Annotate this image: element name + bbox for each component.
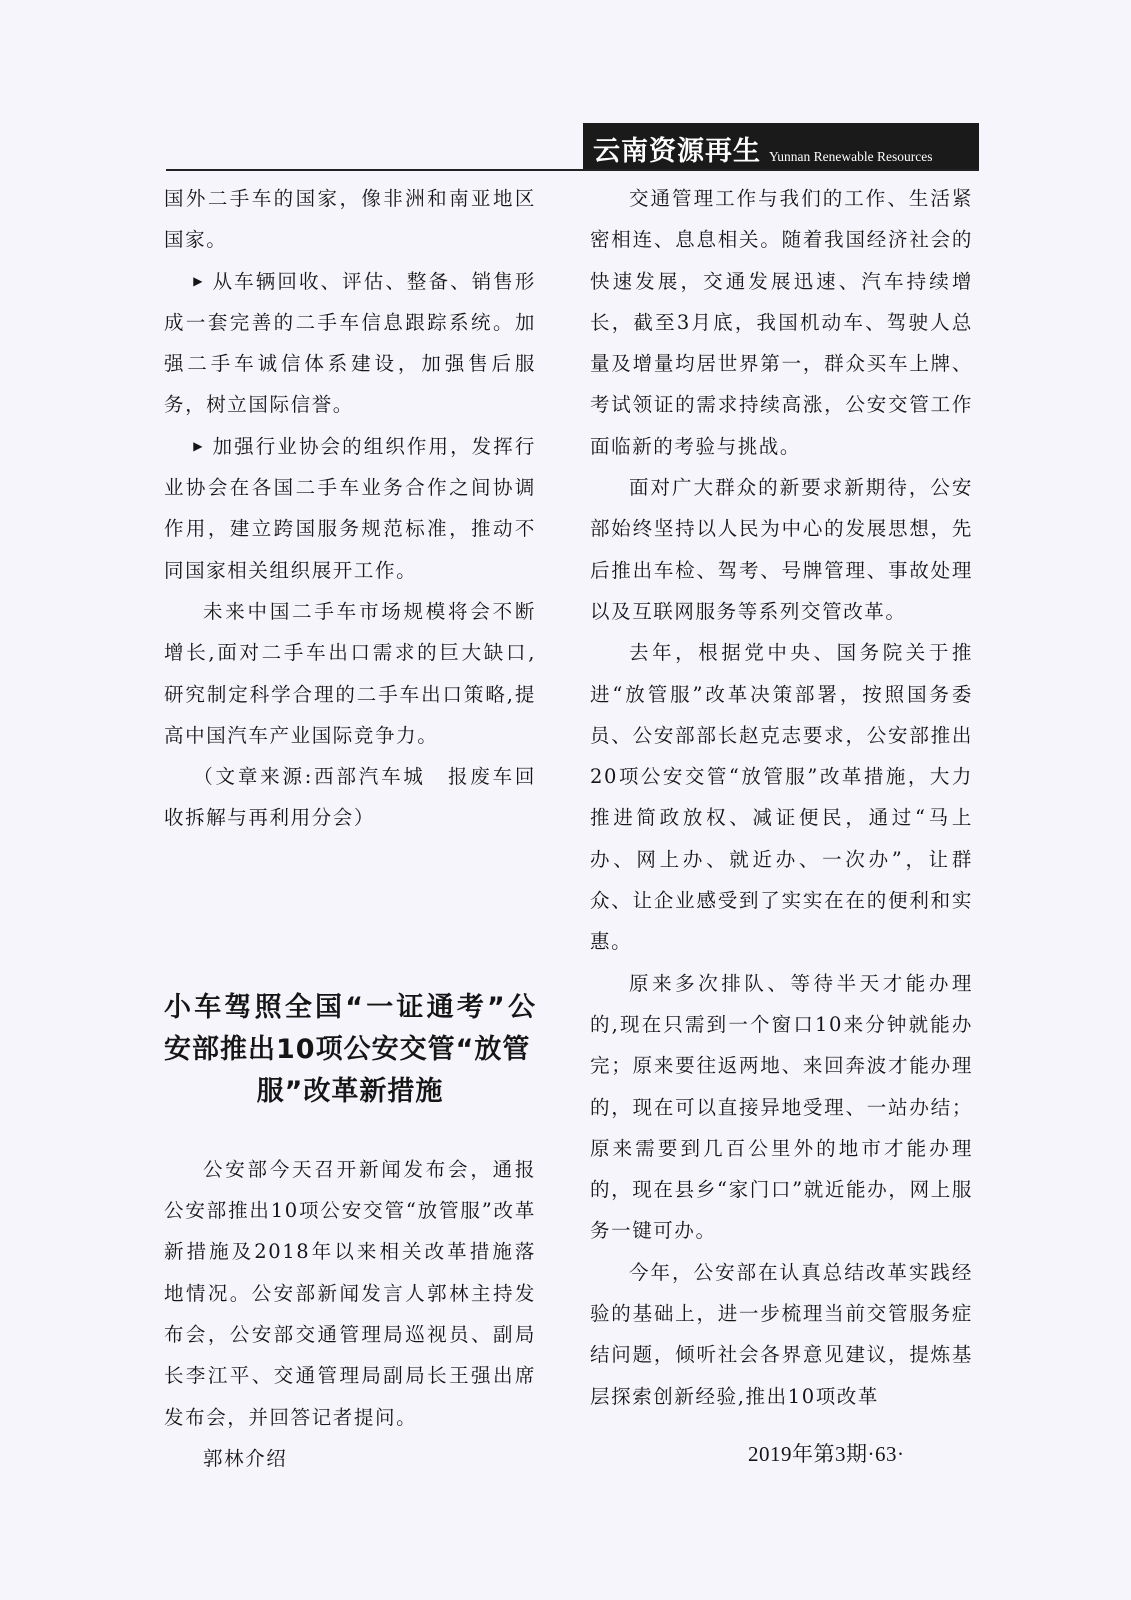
bullet-text-1: 从车辆回收、评估、整备、销售形成一套完善的二手车信息跟踪系统。加强二手车诚信体系建设，加强售后服务，树立国际信誉。	[164, 269, 536, 417]
right-paragraph-1: 交通管理工作与我们的工作、生活紧密相连、息息相关。随着我国经济社会的快速发展，交通发展迅速、汽车持续增长，截至3月底，我国机动车、驾驶人总量及增量均居世界第一，群众买车上牌、考试领证的需求持续高涨，公安交管工作面临新的考验与挑战。	[590, 187, 973, 458]
triangle-bullet-icon: ▶	[193, 273, 205, 288]
page-footer: 2019年第3期·63·	[748, 1442, 905, 1466]
source-paragraph: （文章来源:西部汽车城 报废车回收拆解与再利用分会）	[164, 765, 536, 830]
intro-paragraph: 国外二手车的国家，像非洲和南亚地区国家。	[164, 187, 536, 252]
journal-title-cn: 云南资源再生	[593, 136, 761, 167]
right-paragraph-2: 面对广大群众的新要求新期待，公安部始终坚持以人民为中心的发展思想，先后推出车检、驾考、号牌管理、事故处理以及互联网服务等系列交管改革。	[590, 476, 973, 623]
bullet-paragraph-2	[164, 426, 536, 591]
right-paragraph-3: 去年，根据党中央、国务院关于推进“放管服”改革决策部署，按照国务委员、公安部部长赵克志要求，公安部推出20项公安交管“放管服”改革措施，大力推进简政放权、减证便民，通过“马上办、网上办、就近办、一次办”，让群众、让企业感受到了实实在在的便利和实惠。	[590, 641, 973, 954]
guolin-paragraph: 郭林介绍	[203, 1446, 288, 1470]
journal-title-en: Yunnan Renewable Resources	[769, 148, 933, 164]
left-column	[164, 178, 536, 1479]
right-paragraph-4: 原来多次排队、等待半天才能办理的,现在只需到一个窗口10来分钟就能办完；原来要往返两地、来回奔波才能办理的，现在可以直接异地受理、一站办结；原来需要到几百公里外的地市才能办理的，现在县乡“家门口”就近能办，网上服务一键可办。	[590, 971, 973, 1243]
bullet-paragraph-1	[164, 261, 536, 426]
journal-header	[583, 123, 979, 171]
article-title-last: 服”改革新措施	[256, 1075, 444, 1107]
section-gap	[164, 839, 536, 987]
article-title	[164, 987, 536, 1113]
right-column	[590, 178, 973, 1417]
future-paragraph: 未来中国二手车市场规模将会不断增长,面对二手车出口需求的巨大缺口,研究制定科学合理的二手车出口策略,提高中国汽车产业国际竞争力。	[164, 599, 536, 747]
triangle-bullet-icon: ▶	[193, 438, 205, 453]
header-rule	[166, 169, 979, 171]
news-paragraph: 公安部今天召开新闻发布会，通报公安部推出10项公安交管“放管服”改革新措施及2018年以来相关改革措施落地情况。公安部新闻发言人郭林主持发布会，公安部交通管理局巡视员、副局长李江平、交通管理局副局长王强出席发布会，并回答记者提问。	[164, 1157, 536, 1429]
bullet-text-2: 加强行业协会的组织作用，发挥行业协会在各国二手车业务合作之间协调作用，建立跨国服务规范标准，推动不同国家相关组织展开工作。	[164, 434, 536, 582]
article-title-main: 小车驾照全国“一证通考”公安部推出10项公安交管“放管	[164, 991, 536, 1065]
right-paragraph-5: 今年，公安部在认真总结改革实践经验的基础上，进一步梳理当前交管服务症结问题，倾听社会各界意见建议，提炼基层探索创新经验,推出10项改革	[590, 1260, 973, 1408]
